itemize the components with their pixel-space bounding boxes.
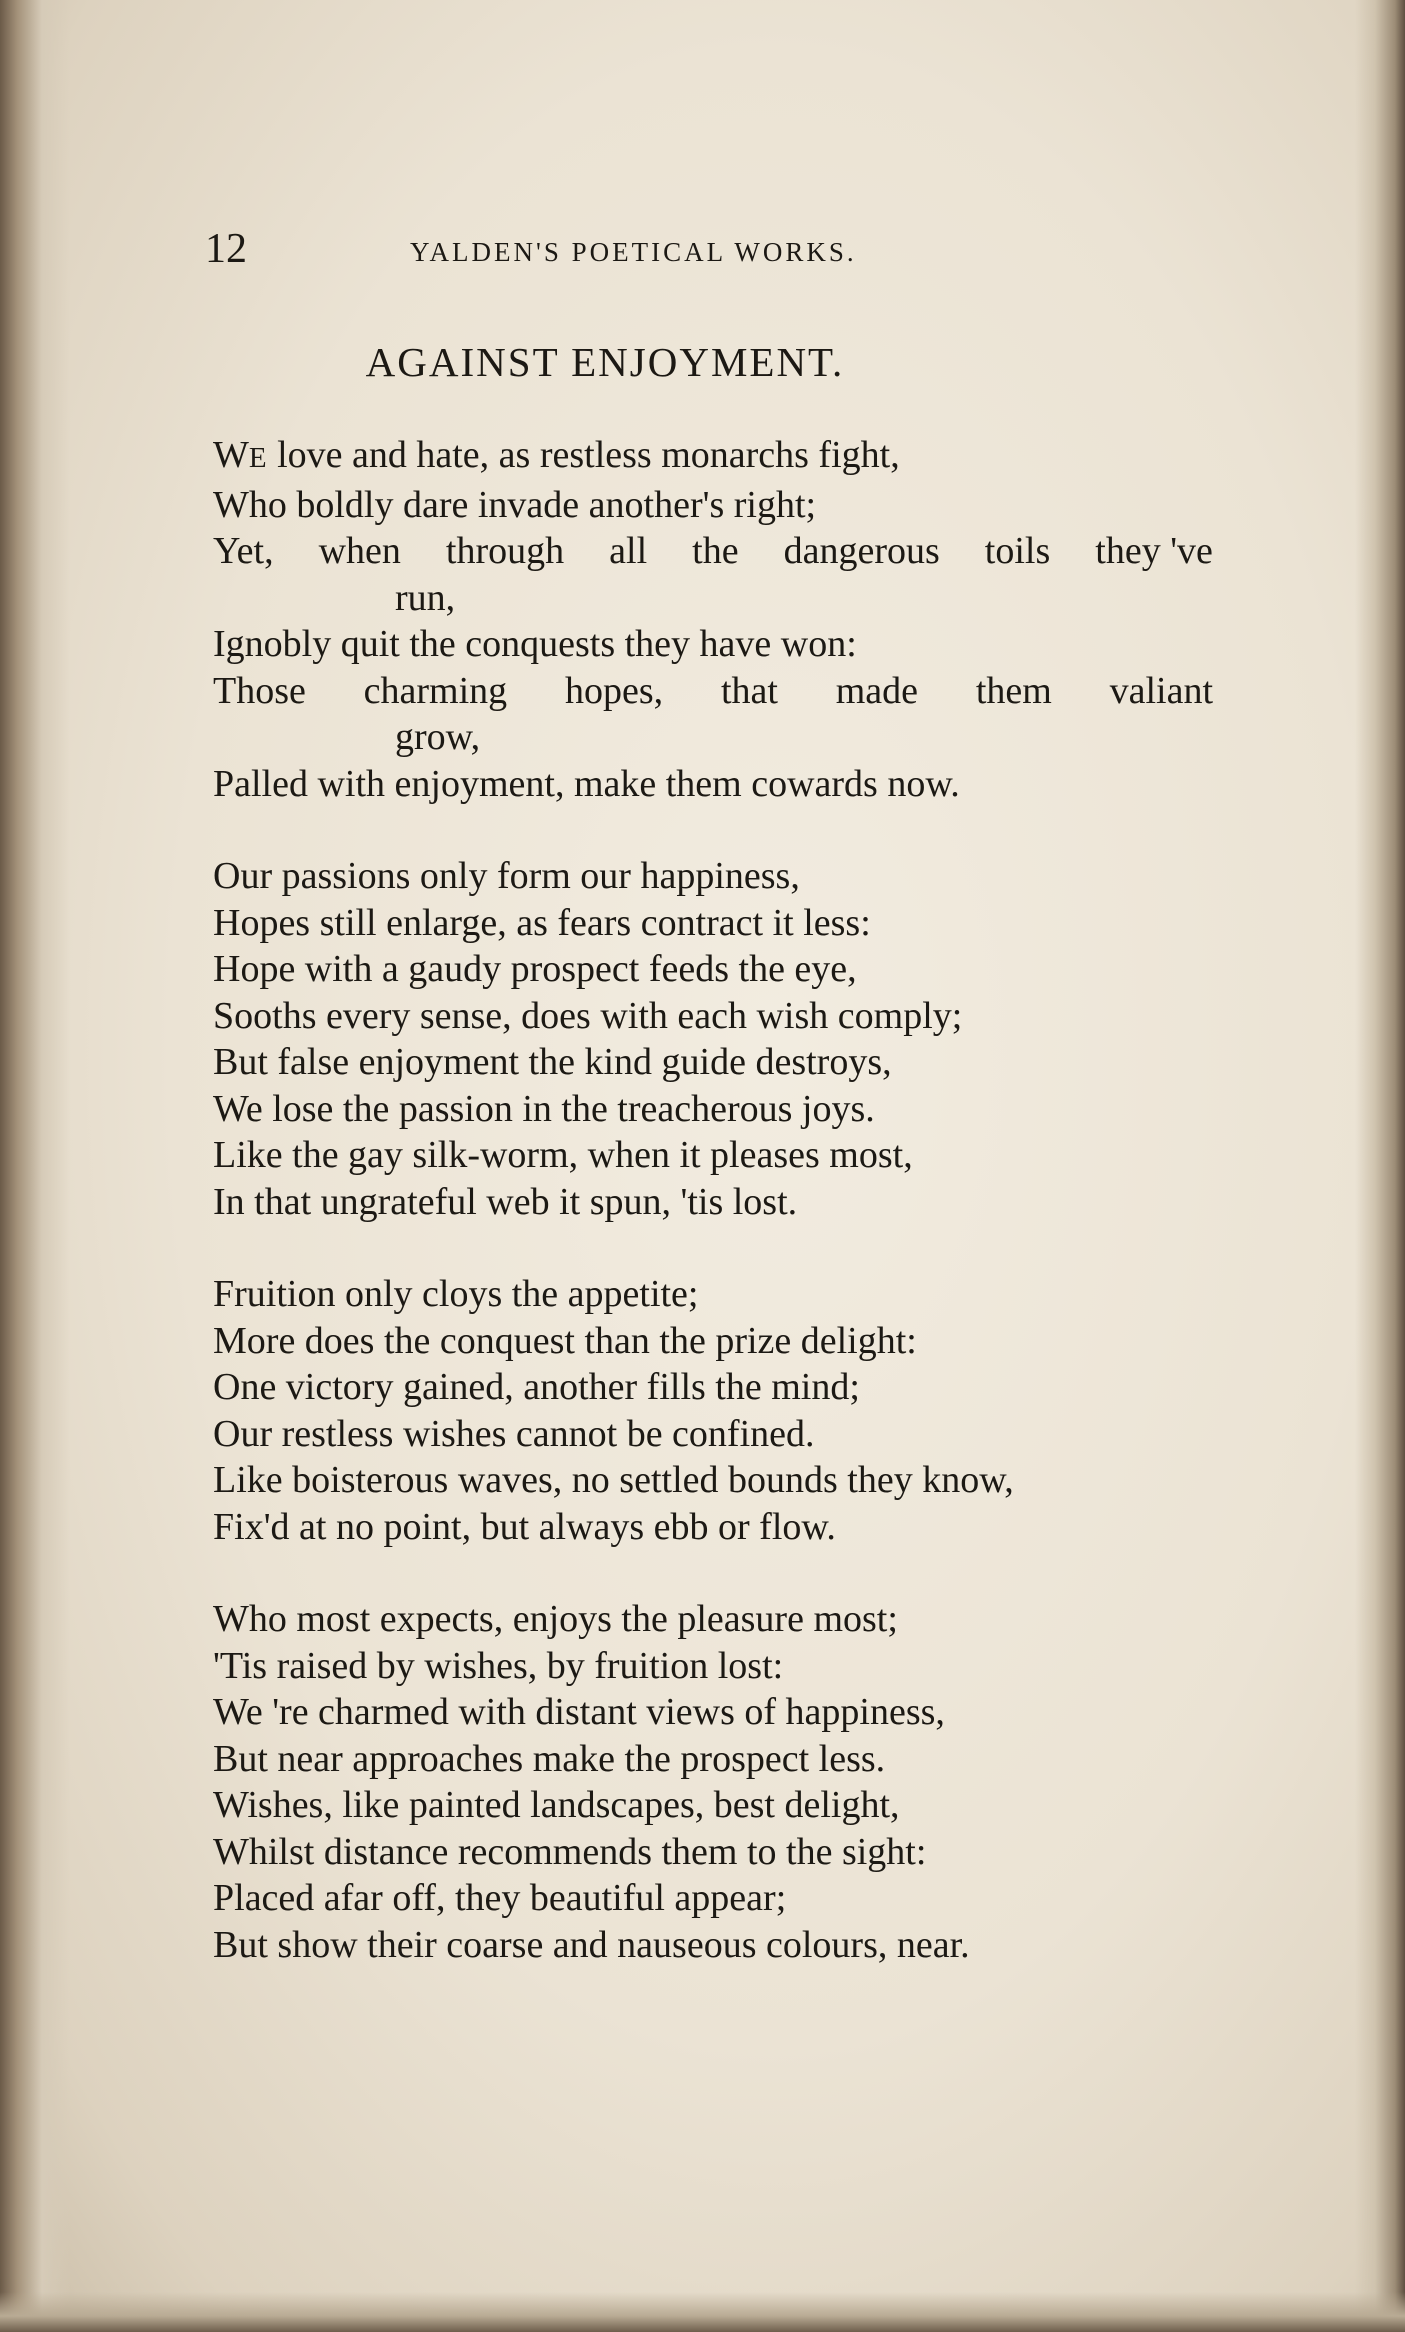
page-edge-right (1355, 0, 1405, 2332)
poem-line: Hopes still enlarge, as fears contract it less: (213, 901, 871, 944)
poem-line: We 're charmed with distant views of happiness, (213, 1691, 945, 1733)
poem-line: But near approaches make the prospect less. (213, 1737, 886, 1780)
poem-line: Sooths every sense, does with each wish comply; (213, 994, 963, 1037)
poem-line: Like boisterous waves, no settled bounds they know, (213, 1459, 1014, 1501)
poem-word: when (318, 530, 401, 572)
poem-line: Fruition only cloys the appetite; (213, 1273, 699, 1315)
poem-line: Who boldly dare invade another's right; (213, 483, 817, 526)
stanza (213, 1271, 1223, 1550)
poem-line: Our restless wishes cannot be confined. (213, 1412, 815, 1455)
poem-word: the (692, 530, 739, 572)
poem-title: AGAINST ENJOYMENT. (365, 339, 845, 385)
poem-line (213, 432, 1223, 482)
poem-line: Palled with enjoyment, make them cowards now. (213, 762, 960, 805)
poem-body (213, 432, 1223, 1968)
poem-line: Wishes, like painted landscapes, best delight, (213, 1784, 900, 1826)
line-rest: love and hate, as restless monarchs fight, (267, 434, 900, 476)
poem-word: all (609, 530, 648, 572)
poem-word: charming (363, 669, 508, 712)
poem-line-continuation: run, (395, 576, 456, 619)
book-spine-shadow (0, 0, 70, 2332)
poem-line (213, 528, 1213, 575)
poem-line: We lose the passion in the treacherous joys. (213, 1087, 875, 1130)
drop-initial: W (213, 434, 249, 476)
poem-line: But show their coarse and nauseous colours, near. (213, 1923, 970, 1966)
poem-line: Whilst distance recommends them to the sight: (213, 1830, 927, 1873)
poem-word: them (975, 669, 1052, 712)
stanza (213, 432, 1223, 807)
poem-word: they 've (1095, 530, 1213, 572)
poem-word: Yet, (213, 530, 274, 572)
poem-word: dangerous (783, 530, 940, 572)
poem-line: Ignobly quit the conquests they have won: (213, 623, 857, 665)
poem-line: 'Tis raised by wishes, by fruition lost: (213, 1644, 784, 1687)
poem-line: Who most expects, enjoys the pleasure most; (213, 1598, 898, 1640)
poem-word: made (835, 669, 919, 712)
page-number: 12 (205, 226, 247, 272)
poem-line (213, 668, 1213, 715)
poem-word: that (720, 669, 778, 712)
poem-line: Our passions only form our happiness, (213, 855, 800, 897)
poem-line: Hope with a gaudy prospect feeds the eye, (213, 948, 857, 990)
poem-line: One victory gained, another fills the mind; (213, 1366, 860, 1408)
page-header (205, 225, 995, 275)
poem-word: Those (213, 669, 306, 712)
poem-word: valiant (1109, 669, 1213, 712)
poem-line: In that ungrateful web it spun, 'tis lost. (213, 1180, 798, 1223)
poem-word: toils (984, 530, 1051, 572)
poem-word: hopes, (564, 669, 664, 712)
poem-word: through (445, 530, 565, 572)
running-head: YALDEN'S POETICAL WORKS. (410, 237, 857, 267)
poem-line-continuation: grow, (395, 716, 481, 758)
poem-line: Placed afar off, they beautiful appear; (213, 1877, 787, 1919)
poem-line: Fix'd at no point, but always ebb or flow. (213, 1505, 836, 1548)
poem-line: Like the gay silk-worm, when it pleases most, (213, 1134, 913, 1176)
stanza (213, 1596, 1223, 1968)
page-edge-bottom (0, 2292, 1405, 2332)
poem-line: More does the conquest than the prize delight: (213, 1319, 917, 1362)
stanza (213, 853, 1223, 1225)
poem-line: But false enjoyment the kind guide destroys, (213, 1041, 892, 1083)
small-caps-letter: E (248, 442, 268, 474)
